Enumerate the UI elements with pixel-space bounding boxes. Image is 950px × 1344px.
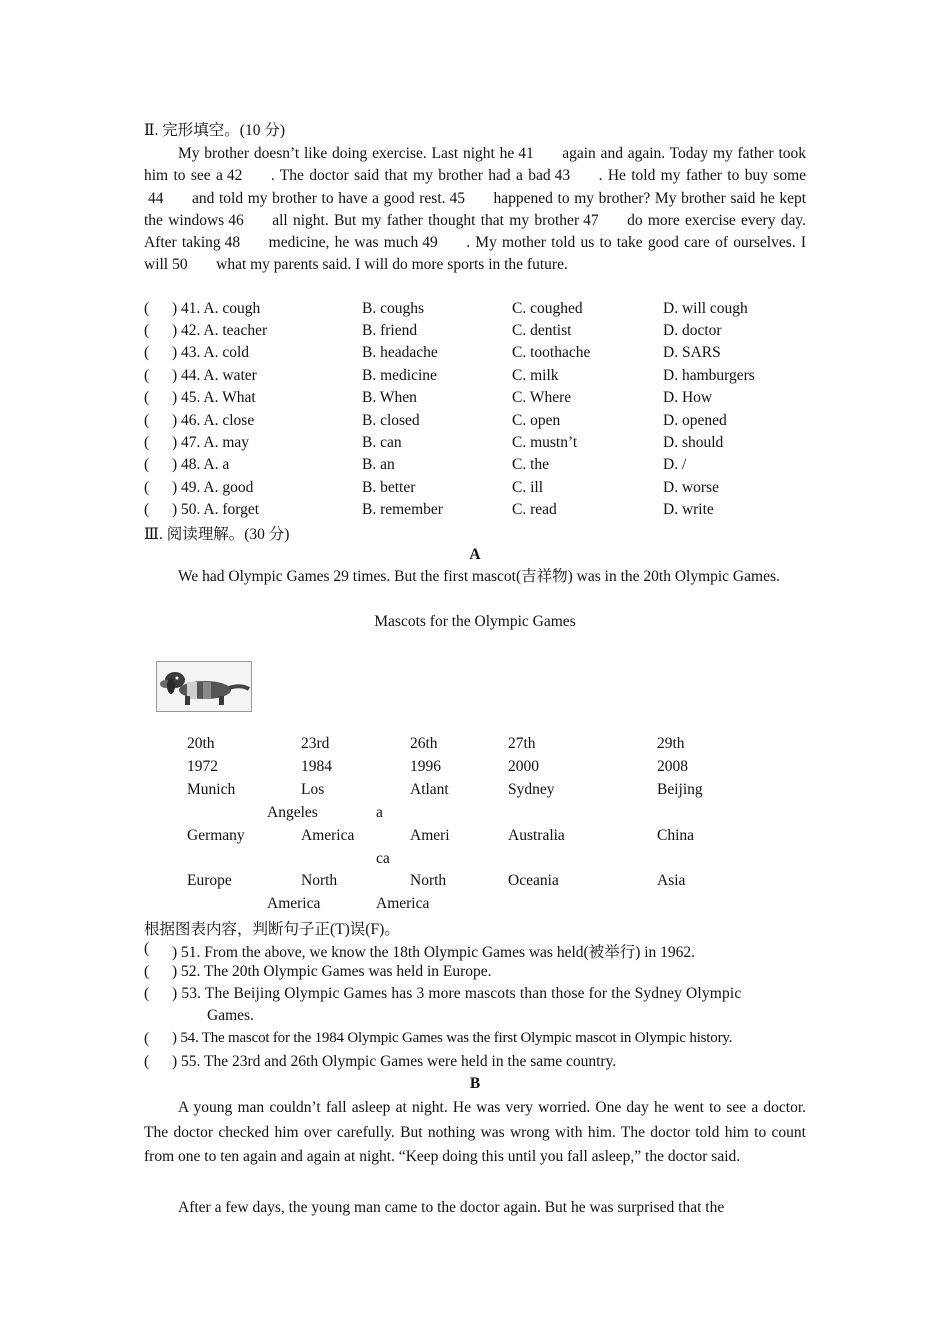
blank-42[interactable]: 42 — [226, 167, 243, 185]
blank-50[interactable]: 50 — [172, 256, 188, 274]
answer-paren[interactable]: ( — [144, 1053, 150, 1070]
answer-paren[interactable]: ( — [144, 300, 150, 317]
passage-a-intro: We had Olympic Games 29 times. But the first mascot(吉祥物) was in the 20th Olympic Games. — [178, 568, 780, 585]
passage-b-label: B — [469, 1075, 481, 1092]
table-title: Mascots for the Olympic Games — [374, 613, 576, 630]
answer-paren[interactable]: ( — [144, 389, 150, 406]
passage-b-p1: A young man couldn’t fall asleep at night. He was very worried. One day he went to see a doctor. The doctor checked him over carefully. But nothing was wrong with him. The doctor told him to count from one to ten again and again at night. “Keep doing this until you fall asleep,” the doctor said. — [144, 1099, 806, 1166]
answer-paren[interactable]: ( — [144, 985, 150, 1002]
answer-paren[interactable]: ( — [144, 456, 150, 473]
tf-instruction: 根据图表内容，判断句子正(T)误(F)。 — [144, 921, 400, 938]
section3-heading: Ⅲ. 阅读理解。(30 分) — [144, 526, 290, 543]
passage-a-label: A — [469, 546, 481, 563]
answer-paren[interactable]: ( — [144, 1030, 150, 1047]
answer-paren[interactable]: ( — [144, 501, 150, 518]
blank-49[interactable]: 49 — [422, 234, 438, 252]
answer-paren[interactable]: ( — [144, 344, 150, 361]
answer-paren[interactable]: ( — [144, 963, 150, 980]
answer-paren[interactable]: ( — [144, 367, 150, 384]
dachshund-mascot-icon — [157, 662, 251, 711]
answer-paren[interactable]: ( — [144, 940, 150, 957]
answer-paren[interactable]: ( — [144, 434, 150, 451]
answer-paren[interactable]: ( — [144, 479, 150, 496]
mascot-image — [156, 661, 252, 712]
answer-paren[interactable]: ( — [144, 412, 150, 429]
blank-48[interactable]: 48 — [224, 234, 241, 252]
section2-heading: Ⅱ. 完形填空。(10 分) — [144, 122, 285, 139]
blank-44[interactable]: 44 — [148, 189, 164, 207]
cloze-passage: My brother doesn’t like doing exercise. Last night he 41 again and again. Today my father took him to see a 42 . The doctor said that my brother had a bad 43 . He told my father to buy some44 and told my brother to have a good rest. 45 happened to my brother? My brother said he kept the windows 46 all night. But my father thought that my brother 47 do more exercise every day. After taking 48 medicine, he was much 49 . My mother told us to take good care of ourselves. I will 50 what my parents said. I will do more sports in the future. — [144, 143, 806, 277]
blank-47[interactable]: 47 — [583, 211, 599, 229]
blank-45[interactable]: 45 — [449, 189, 466, 207]
answer-paren[interactable]: ( — [144, 322, 150, 339]
blank-41[interactable]: 41 — [518, 145, 534, 162]
blank-43[interactable]: 43 — [554, 167, 571, 185]
blank-46[interactable]: 46 — [228, 211, 244, 229]
passage-b-p2: After a few days, the young man came to the doctor again. But he was surprised that the — [178, 1199, 725, 1216]
